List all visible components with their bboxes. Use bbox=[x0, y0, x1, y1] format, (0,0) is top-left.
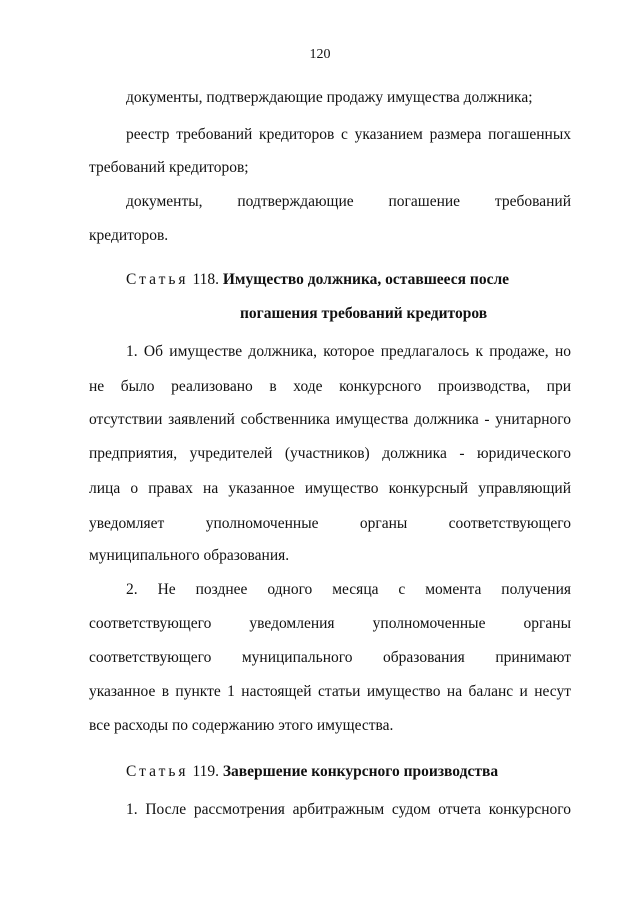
text-line: отсутствии заявлений собственника имущества должника - унитарного bbox=[89, 411, 571, 428]
article-118-title-continued: погашения требований кредиторов bbox=[240, 305, 488, 322]
text-line: кредиторов. bbox=[89, 227, 169, 244]
text-line: все расходы по содержанию этого имущества. bbox=[89, 717, 394, 734]
article-119-heading bbox=[126, 762, 498, 782]
text-line: лица о правах на указанное имущество конкурсный управляющий bbox=[89, 480, 571, 497]
text-line: 1. После рассмотрения арбитражным судом отчета конкурсного bbox=[126, 801, 571, 818]
text-line: уведомляет уполномоченные органы соответствующего bbox=[89, 515, 571, 532]
text-line: указанное в пункте 1 настоящей статьи имущество на баланс и несут bbox=[89, 683, 571, 700]
text-line: не было реализовано в ходе конкурсного производства, при bbox=[89, 378, 571, 395]
text-line: соответствующего муниципального образования принимают bbox=[89, 649, 571, 666]
article-title: Завершение конкурсного производства bbox=[222, 763, 499, 780]
text-line: 1. Об имуществе должника, которое предлагалось к продаже, но bbox=[126, 343, 571, 360]
text-line: реестр требований кредиторов с указанием размера погашенных bbox=[126, 126, 571, 143]
text-line: требований кредиторов; bbox=[89, 159, 249, 176]
text-line: муниципального образования. bbox=[89, 547, 290, 564]
text-line: соответствующего уведомления уполномоченные органы bbox=[89, 615, 571, 632]
page-number: 120 bbox=[309, 47, 331, 62]
article-label: Статья bbox=[126, 271, 189, 288]
text-line: документы, подтверждающие продажу имущества должника; bbox=[126, 89, 533, 106]
article-number: 119. bbox=[192, 763, 219, 780]
article-number: 118. bbox=[192, 271, 219, 288]
article-title: Имущество должника, оставшееся после bbox=[222, 271, 510, 288]
text-line: документы, подтверждающие погашение требований bbox=[126, 193, 571, 210]
article-label: Статья bbox=[126, 763, 189, 780]
text-line: 2. Не позднее одного месяца с момента получения bbox=[126, 581, 571, 598]
article-118-heading bbox=[126, 270, 509, 290]
text-line: предприятия, учредителей (участников) должника - юридического bbox=[89, 445, 571, 462]
